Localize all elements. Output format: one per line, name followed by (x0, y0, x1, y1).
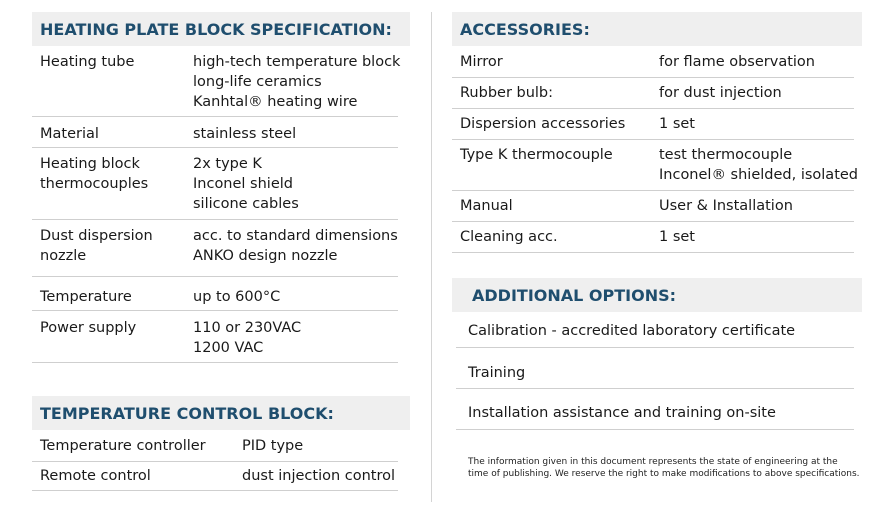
row-divider (456, 429, 854, 430)
temperature-control-title: TEMPERATURE CONTROL BLOCK: (32, 396, 410, 430)
option-item: Installation assistance and training on-site (468, 405, 776, 421)
footnote: The information given in this document represents the state of engineering at the time of publishing. We reserve the right to make modifications to above specifications. (468, 457, 860, 479)
spec-value: stainless steel (193, 126, 297, 142)
spec-value: Inconel® shielded, isolated (659, 167, 859, 183)
row-divider (32, 219, 398, 220)
spec-label: Power supply (40, 320, 137, 336)
spec-label: Temperature controller (40, 438, 206, 454)
spec-label: Mirror (460, 54, 503, 70)
spec-label: Heating block thermocouples (40, 156, 149, 192)
spec-label: Material (40, 126, 99, 142)
spec-label: Dust dispersion nozzle (40, 228, 153, 264)
spec-value: up to 600°C (193, 289, 281, 305)
spec-label: Dispersion accessories (460, 116, 626, 132)
accessories-title: ACCESSORIES: (452, 12, 862, 46)
column-divider (431, 12, 432, 502)
spec-value: 1 set (659, 229, 695, 245)
spec-value: for flame observation (659, 54, 815, 70)
row-divider (32, 362, 398, 363)
row-divider (456, 347, 854, 348)
spec-label: Heating tube (40, 54, 135, 70)
spec-value: ANKO design nozzle (193, 248, 338, 264)
row-divider (452, 108, 854, 109)
spec-value: Kanhtal® heating wire (193, 94, 358, 110)
additional-options-title: ADDITIONAL OPTIONS: (452, 278, 862, 312)
row-divider (32, 116, 398, 117)
row-divider (32, 461, 398, 462)
spec-value: 110 or 230VAC (193, 320, 302, 336)
row-divider (456, 388, 854, 389)
spec-value: 1 set (659, 116, 695, 132)
row-divider (32, 147, 398, 148)
spec-value: PID type (242, 438, 304, 454)
spec-value: long-life ceramics (193, 74, 322, 90)
spec-value: dust injection control (242, 468, 396, 484)
row-divider (452, 139, 854, 140)
spec-value: test thermocouple (659, 147, 793, 163)
heating-section-title: HEATING PLATE BLOCK SPECIFICATION: (32, 12, 410, 46)
spec-value: 1200 VAC (193, 340, 264, 356)
spec-label: Rubber bulb: (460, 85, 554, 101)
row-divider (32, 490, 398, 491)
spec-value: acc. to standard dimensions (193, 228, 398, 244)
spec-value: high-tech temperature block (193, 54, 401, 70)
row-divider (32, 276, 398, 277)
row-divider (452, 252, 854, 253)
spec-label: Cleaning acc. (460, 229, 558, 245)
option-item: Training (468, 365, 526, 381)
row-divider (452, 190, 854, 191)
row-divider (452, 77, 854, 78)
spec-value: Inconel shield (193, 176, 293, 192)
spec-label: Type K thermocouple (460, 147, 613, 163)
spec-value: User & Installation (659, 198, 793, 214)
spec-value: for dust injection (659, 85, 782, 101)
spec-label: Remote control (40, 468, 151, 484)
spec-label: Manual (460, 198, 513, 214)
spec-label: Temperature (40, 289, 132, 305)
spec-value: silicone cables (193, 196, 299, 212)
spec-value: 2x type K (193, 156, 262, 172)
row-divider (452, 221, 854, 222)
option-item: Calibration - accredited laboratory certificate (468, 323, 796, 339)
row-divider (32, 310, 398, 311)
